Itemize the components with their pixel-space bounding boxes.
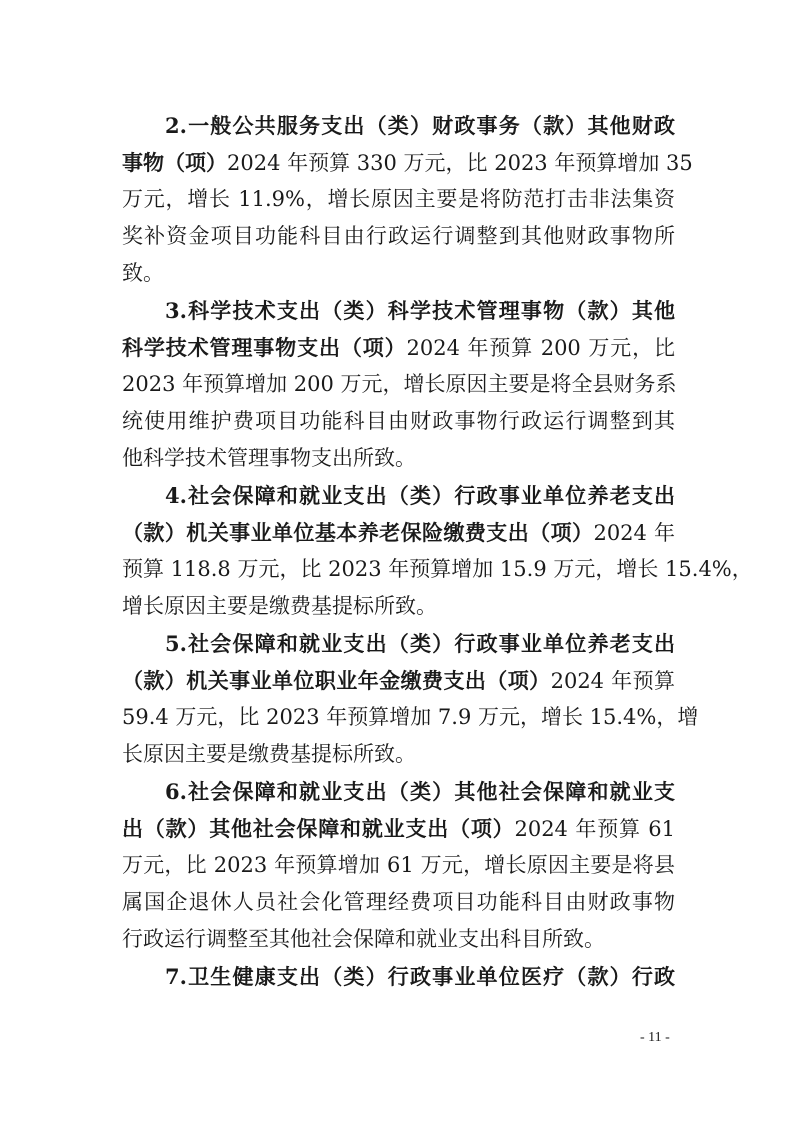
- paragraph: [122, 292, 675, 477]
- heading-text: 出（款）其他社会保障和就业支出（项）: [122, 816, 515, 841]
- text-line: [122, 625, 675, 662]
- heading-text: （款）机关事业单位基本养老保险缴费支出（项）: [122, 520, 594, 545]
- heading-text: 2.一般公共服务支出（类）财政事务（款）其他财政: [165, 113, 675, 138]
- heading-text: 6.社会保障和就业支出（类）其他社会保障和就业支: [165, 779, 675, 804]
- heading-text: （款）机关事业单位职业年金缴费支出（项）: [122, 668, 551, 693]
- text-line: [122, 847, 675, 884]
- text-line: [122, 588, 675, 625]
- body-text: 行政运行调整至其他社会保障和就业支出科目所致。: [122, 927, 605, 951]
- text-line: [122, 810, 675, 847]
- text-line: [122, 514, 675, 551]
- body-text: 万元，增长 11.9%，增长原因主要是将防范打击非法集资: [122, 187, 675, 211]
- body-text: 统使用维护费项目功能科目由财政事物行政运行调整到其: [122, 409, 675, 433]
- heading-text: 事物（项）: [122, 150, 227, 175]
- body-text: 2024 年预算 200 万元，比: [406, 336, 676, 360]
- text-line: [122, 107, 675, 144]
- heading-text: 4.社会保障和就业支出（类）行政事业单位养老支出: [165, 483, 675, 508]
- body-text: 致。: [122, 261, 164, 285]
- body-text: 2023 年预算增加 200 万元，增长原因主要是将全县财务系: [122, 372, 677, 396]
- text-line: [122, 144, 693, 181]
- text-line: [122, 921, 675, 958]
- heading-text: 5.社会保障和就业支出（类）行政事业单位养老支出: [165, 631, 675, 656]
- body-text: 59.4 万元，比 2023 年预算增加 7.9 万元，增长 15.4%，增: [122, 705, 699, 729]
- body-text: 长原因主要是缴费基提标所致。: [122, 742, 416, 766]
- text-line: [122, 329, 675, 366]
- paragraph: [122, 773, 675, 958]
- body-text: 2024 年预算 61: [514, 817, 676, 841]
- text-line: [122, 218, 675, 255]
- paragraph: [122, 958, 675, 995]
- text-line: [122, 292, 675, 329]
- paragraph: [122, 625, 699, 773]
- text-line: [122, 884, 675, 921]
- text-line: [122, 366, 675, 403]
- body-text: 2024 年预算 330 万元，比 2023 年预算增加 35: [227, 151, 693, 175]
- text-line: [122, 958, 675, 995]
- heading-text: 科学技术管理事物支出（项）: [122, 335, 407, 360]
- body-text: 预算 118.8 万元，比 2023 年预算增加 15.9 万元，增长 15.4%，: [122, 557, 753, 581]
- body-text: 2024 年: [593, 521, 676, 545]
- body-text: 增长原因主要是缴费基提标所致。: [122, 594, 437, 618]
- text-line: [122, 662, 675, 699]
- body-text: 他科学技术管理事物支出所致。: [122, 446, 416, 470]
- text-line: [122, 551, 753, 588]
- heading-text: 3.科学技术支出（类）科学技术管理事物（款）其他: [165, 298, 675, 323]
- body-text: 万元，比 2023 年预算增加 61 万元，增长原因主要是将县: [122, 853, 675, 877]
- document-body: [122, 107, 753, 995]
- body-text: 属国企退休人员社会化管理经费项目功能科目由财政事物: [122, 890, 675, 914]
- text-line: [122, 477, 675, 514]
- text-line: [122, 736, 675, 773]
- text-line: [122, 699, 699, 736]
- paragraph: [122, 477, 753, 625]
- text-line: [122, 255, 675, 292]
- text-line: [122, 773, 675, 810]
- body-text: 2024 年预算: [550, 669, 676, 693]
- heading-text: 7.卫生健康支出（类）行政事业单位医疗（款）行政: [165, 964, 675, 989]
- page-number: - 11 -: [640, 1030, 670, 1045]
- text-line: [122, 440, 675, 477]
- paragraph: [122, 107, 693, 292]
- text-line: [122, 181, 675, 218]
- text-line: [122, 403, 675, 440]
- body-text: 奖补资金项目功能科目由行政运行调整到其他财政事物所: [122, 224, 675, 248]
